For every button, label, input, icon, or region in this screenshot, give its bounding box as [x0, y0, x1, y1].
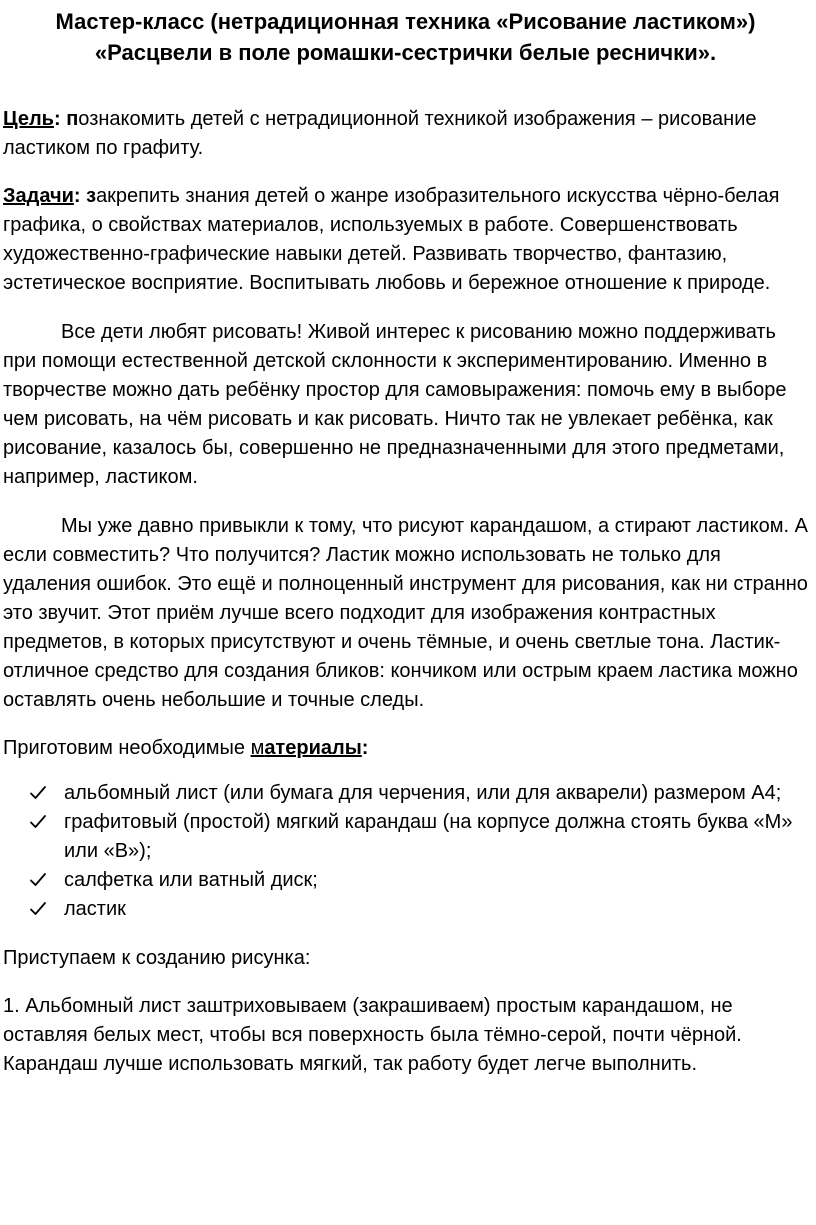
list-item	[29, 895, 808, 924]
check-icon	[29, 871, 47, 889]
step-1: 1. Альбомный лист заштриховываем (закрашиваем) простым карандашом, не оставляя белых мест, чтобы вся поверхность была тёмно-серой, почти чёрной. Карандаш лучше использовать мягкий, так работу будет легче выполнить.	[3, 995, 742, 1075]
materials-intro: Приготовим необходимые	[3, 737, 251, 759]
goal-colon: :	[53, 108, 61, 130]
tasks-text: акрепить знания детей о жанре изобразительного искусства чёрно-белая графика, о свойствах материалов, используемых в работе. Совершенствовать художественно-графические навыки детей. Развивать творчество, фантазию, эстетическое восприятие. Воспитывать любовь и бережное отношение к природе.	[3, 185, 780, 294]
tasks-colon: :	[73, 185, 81, 207]
list-item	[29, 779, 808, 808]
materials-colon: :	[361, 737, 369, 759]
list-item-text: салфетка или ватный диск;	[64, 869, 318, 891]
document-title	[3, 6, 808, 68]
goal-text: ознакомить детей с нетрадиционной техникой изображения – рисование ластиком по графиту.	[3, 108, 757, 159]
tasks-paragraph	[3, 182, 808, 298]
list-item-text: графитовый (простой) мягкий карандаш (на корпусе должна стоять буква «М» или «В»);	[64, 811, 793, 862]
list-item-text: ластик	[64, 898, 126, 920]
tasks-first-letter: з	[80, 185, 97, 207]
prep-heading: Приступаем к созданию рисунка:	[3, 947, 311, 969]
goal-label: Цель	[3, 108, 54, 130]
title-line-2: «Расцвели в поле ромашки-сестрички белые реснички».	[94, 40, 717, 65]
check-icon	[29, 813, 47, 831]
list-item	[29, 808, 808, 866]
list-item	[29, 866, 808, 895]
materials-heading	[3, 734, 808, 763]
materials-list	[3, 779, 808, 924]
check-icon	[29, 900, 47, 918]
title-line-1: Мастер-класс (нетрадиционная техника «Рисование ластиком»)	[55, 9, 756, 34]
materials-word-start: м	[250, 737, 265, 759]
tasks-label: Задачи	[3, 185, 74, 207]
materials-word-rest: атериалы	[264, 737, 362, 759]
check-icon	[29, 784, 47, 802]
goal-first-letter: п	[60, 108, 79, 130]
list-item-text: альбомный лист (или бумага для черчения, или для акварели) размером А4;	[64, 782, 782, 804]
body-paragraph-1: Все дети любят рисовать! Живой интерес к рисованию можно поддерживать при помощи естественной детской склонности к экспериментированию. Именно в творчестве можно дать ребёнку простор для самовыражения: помочь ему в выборе чем рисовать, на чём рисовать и как рисовать. Ничто так не увлекает ребёнка, как рисование, казалось бы, совершенно не предназначенными для этого предметами, например, ластиком.	[3, 321, 787, 488]
goal-paragraph	[3, 105, 808, 163]
body-paragraph-2: Мы уже давно привыкли к тому, что рисуют карандашом, а стирают ластиком. А если совместить? Что получится? Ластик можно использовать не только для удаления ошибок. Это ещё и полноценный инструмент для рисования, как ни странно это звучит. Этот приём лучше всего подходит для изображения контрастных предметов, в которых присутствуют и очень тёмные, и очень светлые тона. Ластик- отличное средство для создания бликов: кончиком или острым краем ластика можно оставлять очень небольшие и точные следы.	[3, 515, 808, 711]
